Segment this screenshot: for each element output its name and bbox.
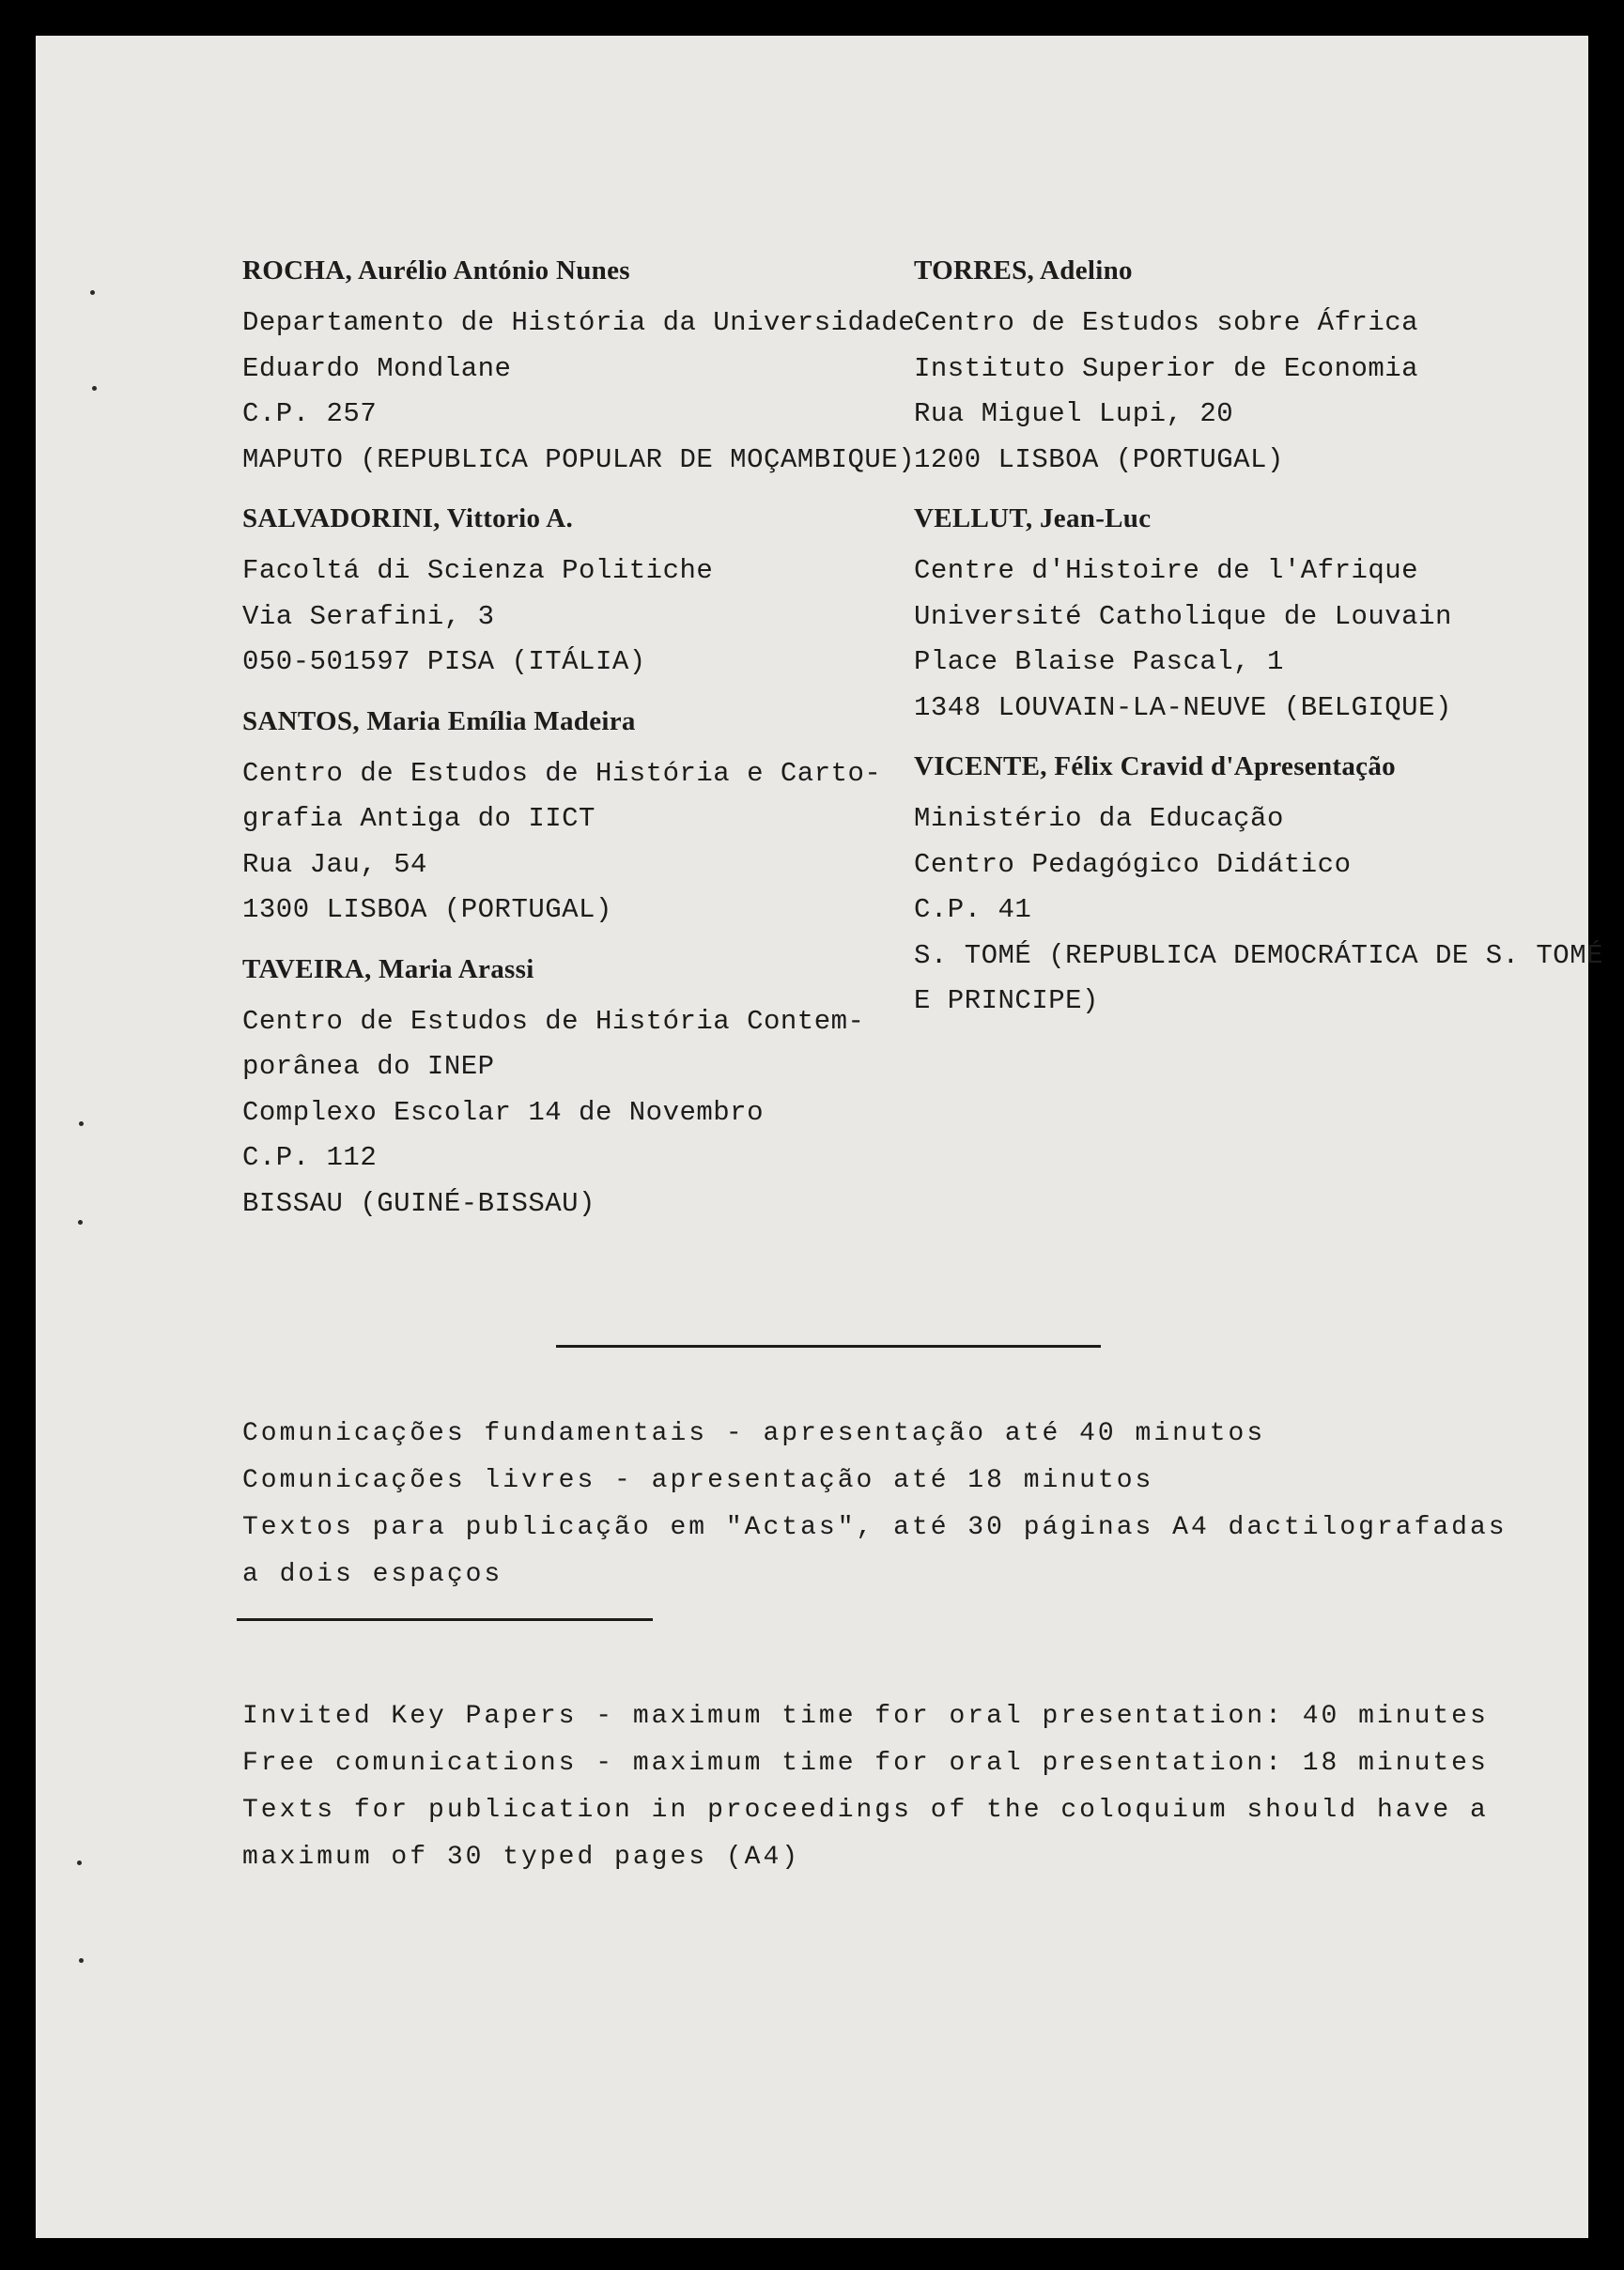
address-line: porânea do INEP (242, 1051, 495, 1082)
address-line: Centro Pedagógico Didático (914, 848, 1352, 880)
address-line: 1200 LISBOA (PORTUGAL) (914, 443, 1284, 475)
address-line: Rua Jau, 54 (242, 848, 427, 880)
participant-entry (242, 248, 916, 483)
section-divider (237, 1618, 653, 1621)
note-line: Comunicações livres - apresentação até 18 minutos (242, 1466, 1154, 1495)
address-line: Facoltá di Scienza Politiche (242, 555, 714, 586)
document-page (36, 36, 1604, 2238)
note-line: a dois espaços (242, 1560, 503, 1589)
address-line: S. TOMÉ (REPUBLICA DEMOCRÁTICA DE S. TOMÉ (914, 939, 1604, 971)
participants-right-column (914, 248, 1604, 1038)
address-line: 1348 LOUVAIN-LA-NEUVE (BELGIQUE) (914, 691, 1452, 723)
address-line: Centro de Estudos de História Contem- (242, 1005, 865, 1037)
address-line: C.P. 257 (242, 398, 378, 429)
participant-name: SANTOS, Maria Emília Madeira (242, 705, 636, 736)
participant-entry (242, 947, 900, 1228)
address-line: grafia Antiga do IICT (242, 803, 595, 834)
address-line: Centre d'Histoire de l'Afrique (914, 555, 1419, 586)
note-line: Invited Key Papers - maximum time for oral presentation: 40 minutes (242, 1702, 1489, 1731)
address-line: Complexo Escolar 14 de Novembro (242, 1096, 764, 1128)
paper-speck (79, 1958, 84, 1963)
participant-name: TORRES, Adelino (914, 255, 1133, 286)
presentation-notes-english (242, 1693, 1567, 1881)
address-line: Via Serafini, 3 (242, 600, 495, 632)
participant-name: ROCHA, Aurélio António Nunes (242, 255, 630, 286)
note-line: Texts for publication in proceedings of the coloquium should have a (242, 1796, 1489, 1825)
participants-left-column (242, 248, 916, 1240)
address-line: C.P. 112 (242, 1142, 378, 1173)
address-line: Université Catholique de Louvain (914, 600, 1452, 632)
section-divider (556, 1345, 1101, 1348)
paper-speck (92, 386, 97, 391)
paper-speck (77, 1861, 82, 1865)
address-line: MAPUTO (REPUBLICA POPULAR DE MOÇAMBIQUE) (242, 443, 916, 475)
participant-name: VELLUT, Jean-Luc (914, 503, 1152, 533)
address-line: Ministério da Educação (914, 803, 1284, 834)
address-line: E PRINCIPE) (914, 985, 1099, 1016)
presentation-notes-portuguese (242, 1411, 1567, 1598)
address-line: 050-501597 PISA (ITÁLIA) (242, 646, 646, 677)
address-line: Departamento de História da Universidade (242, 307, 916, 338)
address-line: Rua Miguel Lupi, 20 (914, 398, 1234, 429)
participant-entry (914, 496, 1571, 731)
participant-entry (242, 496, 900, 686)
note-line: Comunicações fundamentais - apresentação até 40 minutos (242, 1419, 1266, 1448)
address-line: Place Blaise Pascal, 1 (914, 646, 1284, 677)
note-line: Textos para publicação em "Actas", até 30 páginas A4 dactilografadas (242, 1513, 1508, 1542)
address-line: 1300 LISBOA (PORTUGAL) (242, 894, 612, 925)
paper-speck (78, 1220, 83, 1225)
address-line: Centro de Estudos sobre África (914, 307, 1419, 338)
address-line: Eduardo Mondlane (242, 352, 512, 384)
paper-speck (79, 1121, 84, 1126)
participant-name: VICENTE, Félix Cravid d'Apresentação (914, 751, 1396, 781)
address-line: Centro de Estudos de História e Carto- (242, 757, 882, 789)
address-line: BISSAU (GUINÉ-BISSAU) (242, 1187, 595, 1219)
participant-entry (914, 744, 1604, 1025)
participant-name: SALVADORINI, Vittorio A. (242, 503, 574, 533)
participant-entry (914, 248, 1571, 483)
participant-entry (242, 699, 900, 934)
paper-speck (90, 290, 95, 295)
note-line: Free comunications - maximum time for oral presentation: 18 minutes (242, 1749, 1489, 1778)
note-line: maximum of 30 typed pages (A4) (242, 1843, 801, 1872)
address-line: Instituto Superior de Economia (914, 352, 1419, 384)
participant-name: TAVEIRA, Maria Arassi (242, 953, 534, 984)
address-line: C.P. 41 (914, 894, 1032, 925)
